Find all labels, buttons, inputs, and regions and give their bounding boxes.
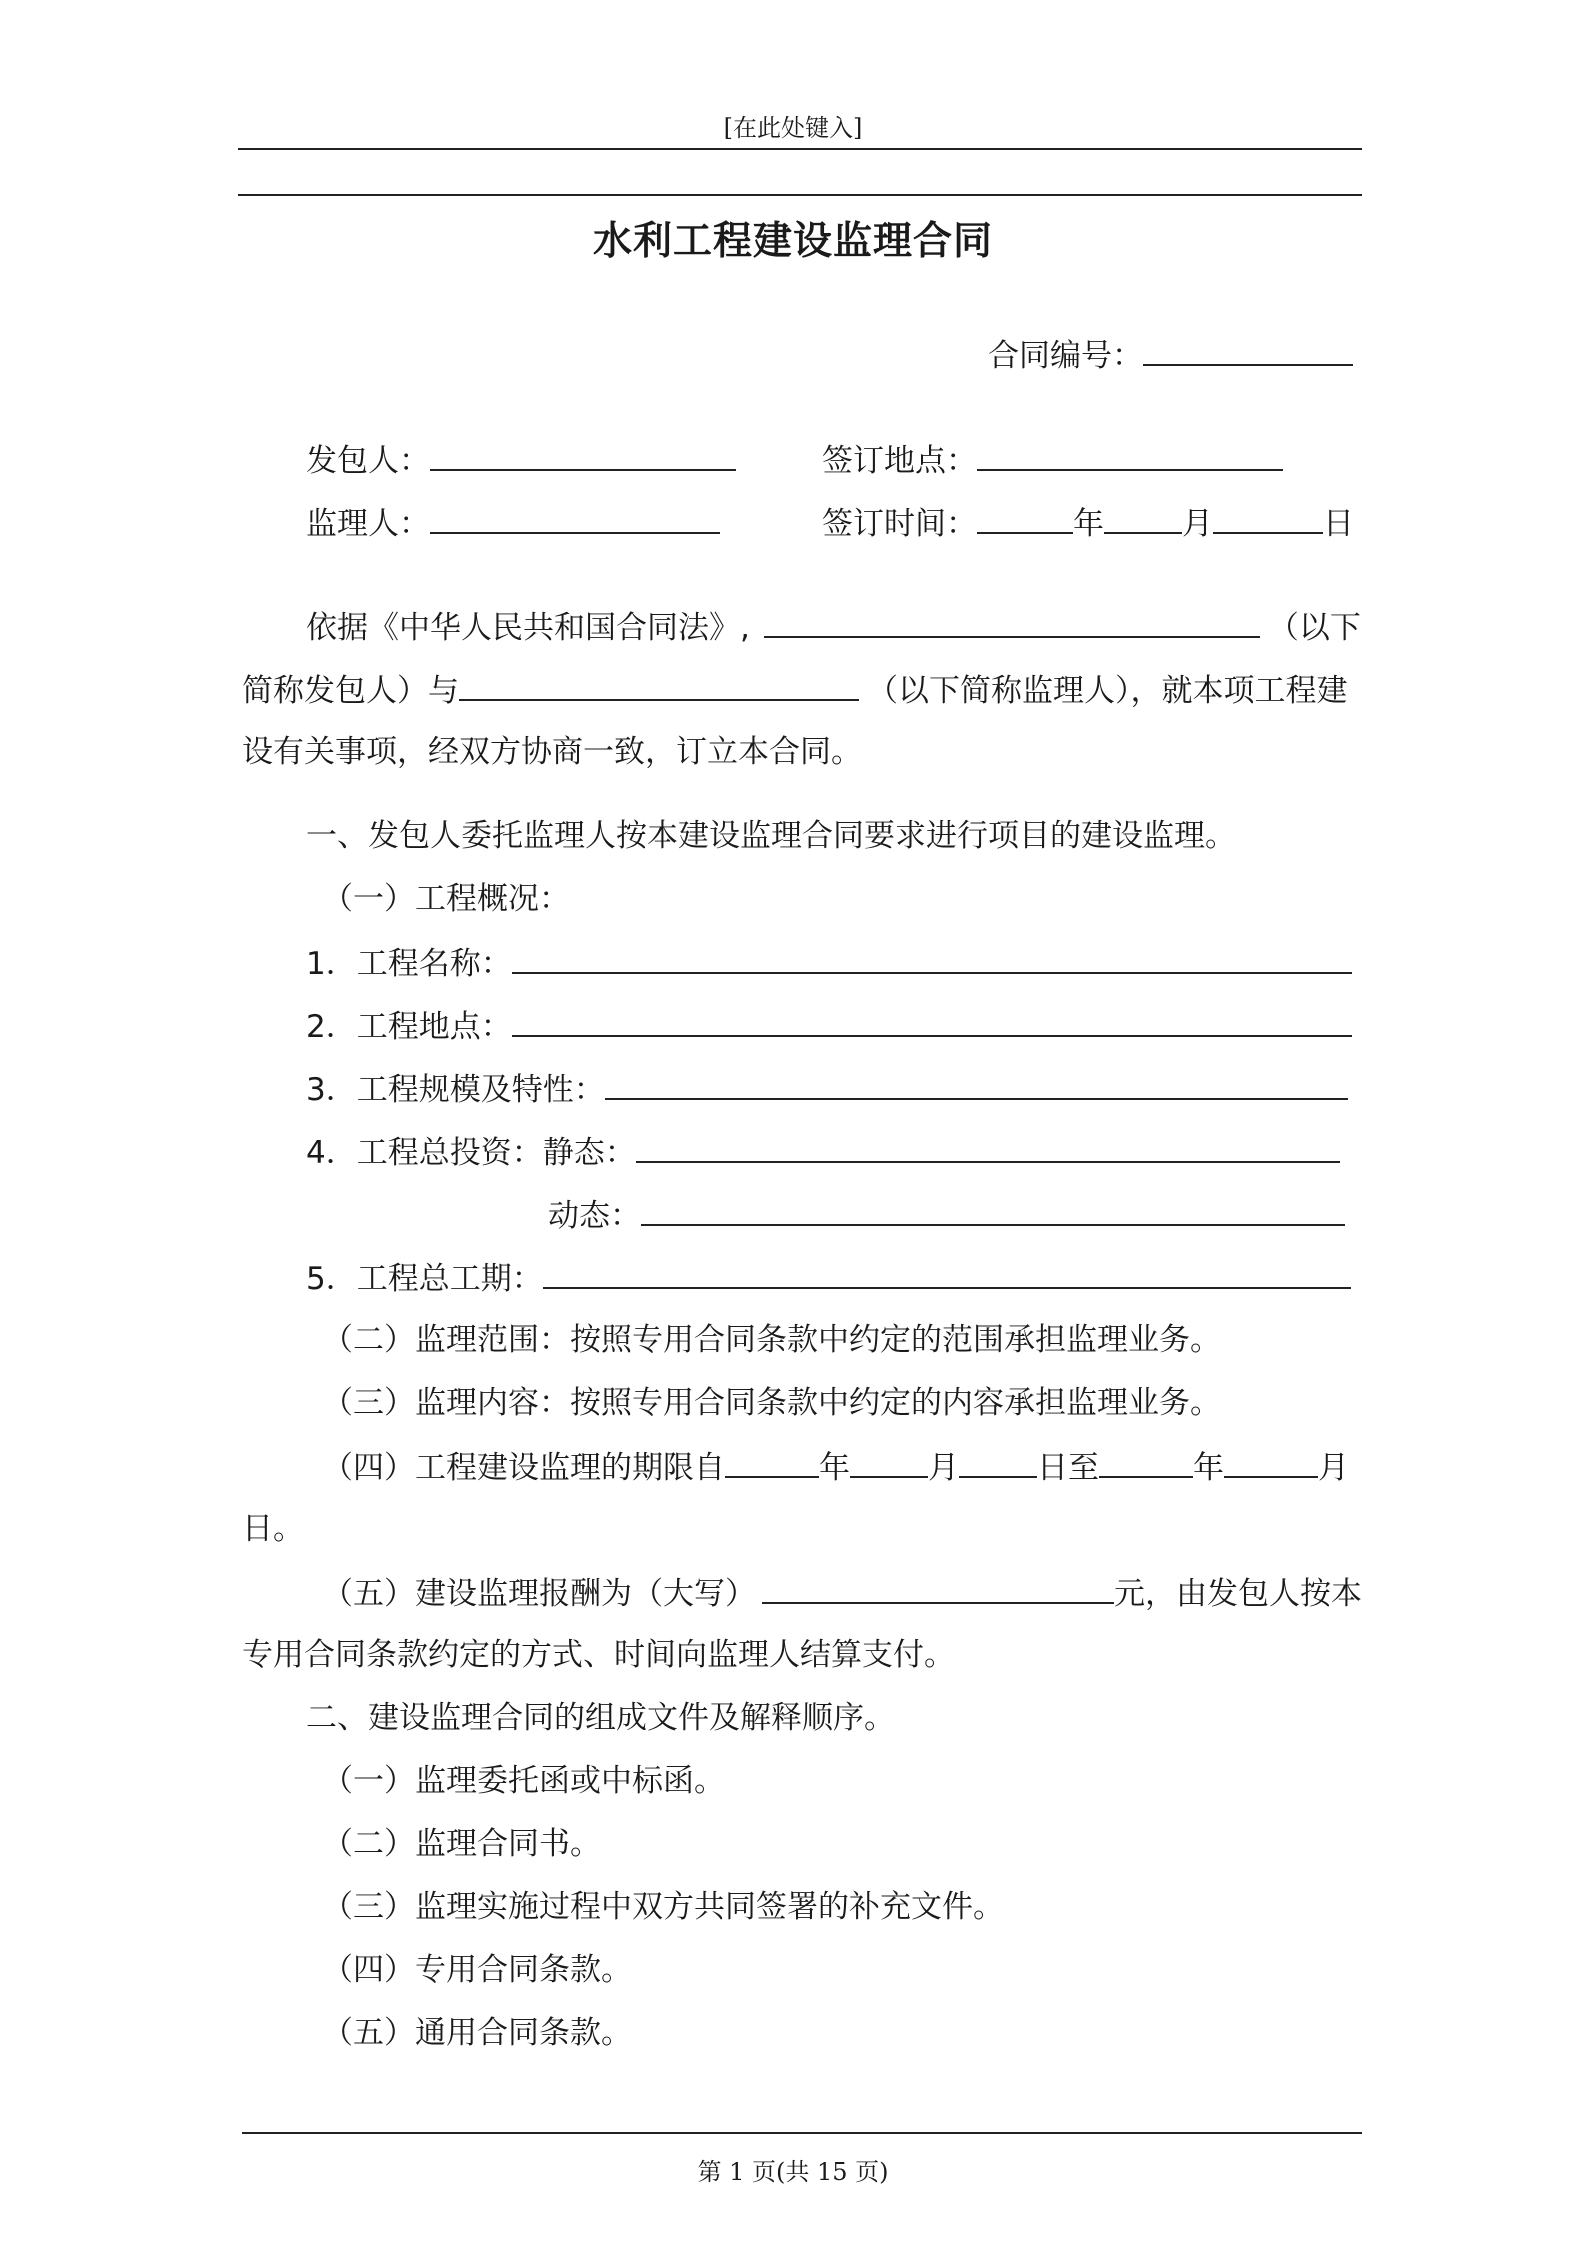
contract-number-label: 合同编号： (988, 338, 1143, 374)
remuneration-line-2: 专用合同条款约定的方式、时间向监理人结算支付。 (242, 1637, 955, 1673)
contract-number-row (988, 334, 1353, 376)
section2-heading: 二、建设监理合同的组成文件及解释顺序。 (306, 1700, 895, 1736)
project-location-row (306, 1005, 1352, 1047)
contract-number-blank (1143, 334, 1353, 366)
investment-dynamic-blank (641, 1194, 1345, 1226)
intro-supervisor-blank (459, 669, 859, 701)
intro-text-1b: （以下 (1267, 610, 1361, 646)
header-rule (238, 148, 1362, 150)
remuneration-row (322, 1572, 1362, 1614)
period-end-year: 年 (1193, 1450, 1224, 1486)
sign-place-row (822, 439, 1283, 481)
intro-text-1a: 依据《中华人民共和国合同法》, (306, 610, 750, 646)
section2-item: （五）通用合同条款。 (322, 2015, 632, 2051)
intro-text-2a: 简称发包人）与 (242, 673, 459, 709)
sign-place-label: 签订地点： (822, 443, 977, 479)
sign-place-blank (977, 439, 1283, 471)
section2-item: （二）监理合同书。 (322, 1826, 601, 1862)
project-scale-blank (605, 1068, 1348, 1100)
document-title: 水利工程建设监理合同 (592, 219, 993, 264)
project-location-label: 2．工程地点： (306, 1009, 512, 1045)
supervision-period-end: 日。 (242, 1511, 304, 1547)
sign-month-blank (1104, 502, 1182, 534)
sign-month-label: 月 (1182, 506, 1213, 542)
intro-line-1 (306, 606, 1361, 648)
investment-static-row (306, 1131, 1340, 1173)
remuneration-text-b: 元，由发包人按本 (1114, 1576, 1362, 1612)
project-location-blank (512, 1005, 1352, 1037)
period-start-day-to: 日至 (1037, 1450, 1099, 1486)
period-start-month: 月 (928, 1450, 959, 1486)
intro-line-2 (242, 669, 1348, 711)
intro-text-2b: （以下简称监理人），就本项工程建 (867, 673, 1348, 709)
project-scale-label: 3．工程规模及特性： (306, 1072, 605, 1108)
period-end-month-blank (1224, 1446, 1318, 1478)
period-end-year-blank (1099, 1446, 1193, 1478)
sign-year-label: 年 (1073, 506, 1104, 542)
section1-sub2: （二）监理范围：按照专用合同条款中约定的范围承担监理业务。 (322, 1322, 1221, 1358)
period-start-day-blank (959, 1446, 1037, 1478)
project-scale-row (306, 1068, 1348, 1110)
supervision-period-label: （四）工程建设监理的期限自 (322, 1450, 725, 1486)
investment-dynamic-label: 动态： (548, 1198, 641, 1234)
section1-sub1: （一）工程概况： (322, 881, 570, 917)
project-name-blank (512, 942, 1352, 974)
duration-blank (543, 1257, 1351, 1289)
project-name-row (306, 942, 1352, 984)
sign-day-label: 日 (1323, 506, 1354, 542)
remuneration-label: （五）建设监理报酬为（大写） (322, 1576, 756, 1612)
investment-static-blank (636, 1131, 1340, 1163)
supervisor-blank (430, 502, 720, 534)
employer-row (306, 439, 736, 481)
employer-label: 发包人： (306, 443, 430, 479)
section1-sub3: （三）监理内容：按照专用合同条款中约定的内容承担监理业务。 (322, 1385, 1221, 1421)
section2-item: （四）专用合同条款。 (322, 1952, 632, 1988)
period-start-month-blank (850, 1446, 928, 1478)
investment-dynamic-row (548, 1194, 1345, 1236)
project-name-label: 1．工程名称： (306, 946, 512, 982)
period-end-month: 月 (1318, 1450, 1349, 1486)
section2-item: （一）监理委托函或中标函。 (322, 1763, 725, 1799)
sign-time-label: 签订时间： (822, 506, 977, 542)
supervisor-row (306, 502, 720, 544)
section2-item: （三）监理实施过程中双方共同签署的补充文件。 (322, 1889, 1004, 1925)
sign-day-blank (1213, 502, 1323, 534)
header-rule-2 (238, 194, 1362, 196)
section1-heading: 一、发包人委托监理人按本建设监理合同要求进行项目的建设监理。 (306, 818, 1236, 854)
period-start-year-blank (725, 1446, 819, 1478)
period-start-year: 年 (819, 1450, 850, 1486)
intro-employer-blank (764, 606, 1260, 638)
remuneration-blank (762, 1572, 1114, 1604)
supervision-period-row (322, 1446, 1349, 1488)
intro-line-3: 设有关事项，经双方协商一致，订立本合同。 (242, 734, 862, 770)
page-number: 第 1 页(共 15 页) (697, 2158, 889, 2186)
page-header-placeholder: [在此处键入] (723, 114, 863, 142)
sign-year-blank (977, 502, 1073, 534)
sign-time-row (822, 502, 1354, 544)
footer-rule (242, 2132, 1362, 2134)
employer-blank (430, 439, 736, 471)
duration-label: 5．工程总工期： (306, 1261, 543, 1297)
supervisor-label: 监理人： (306, 506, 430, 542)
duration-row (306, 1257, 1351, 1299)
investment-static-label: 4．工程总投资：静态： (306, 1135, 636, 1171)
